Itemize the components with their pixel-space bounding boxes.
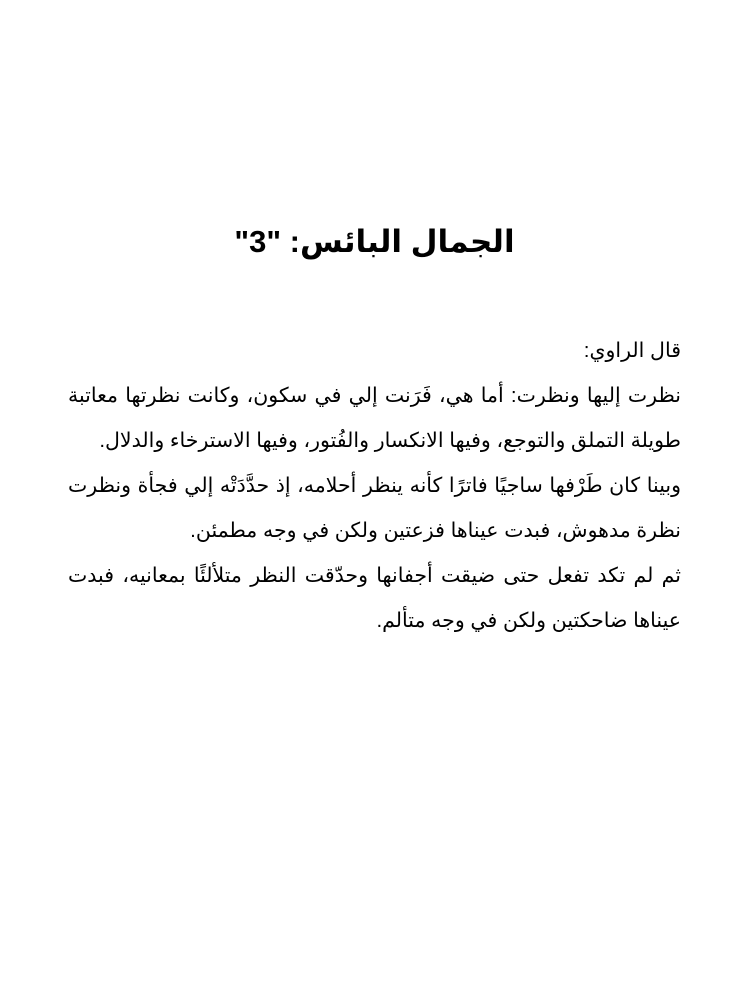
paragraph-gaze: نظرت إليها ونظرت: أما هي، فَرَنت إلي في سكون، وكانت نظرتها معاتبة طويلة التملق والتوجع، وفيها الانكسار والفُتور، وفيها الاسترخاء والدلال. [68,384,681,452]
page-title: الجمال البائس: "3" [234,224,515,259]
paragraph-narrator-intro: قال الراوي: [583,339,681,362]
paragraph-startled: وبينا كان طَرْفها ساجيًا فاترًا كأنه ينظر أحلامه، إذ حدَّدَتْه إلي فجأة ونظرت نظرة مدهوش، فبدت عيناها فزعتين ولكن في وجه مطمئن. [68,474,681,542]
paragraph-smiling-eyes: ثم لم تكد تفعل حتى ضيقت أجفانها وحدّقت النظر متلألئًا بمعانيه، فبدت عيناها ضاحكتين ولكن في وجه متألم. [68,564,681,632]
document-body [68,328,681,643]
